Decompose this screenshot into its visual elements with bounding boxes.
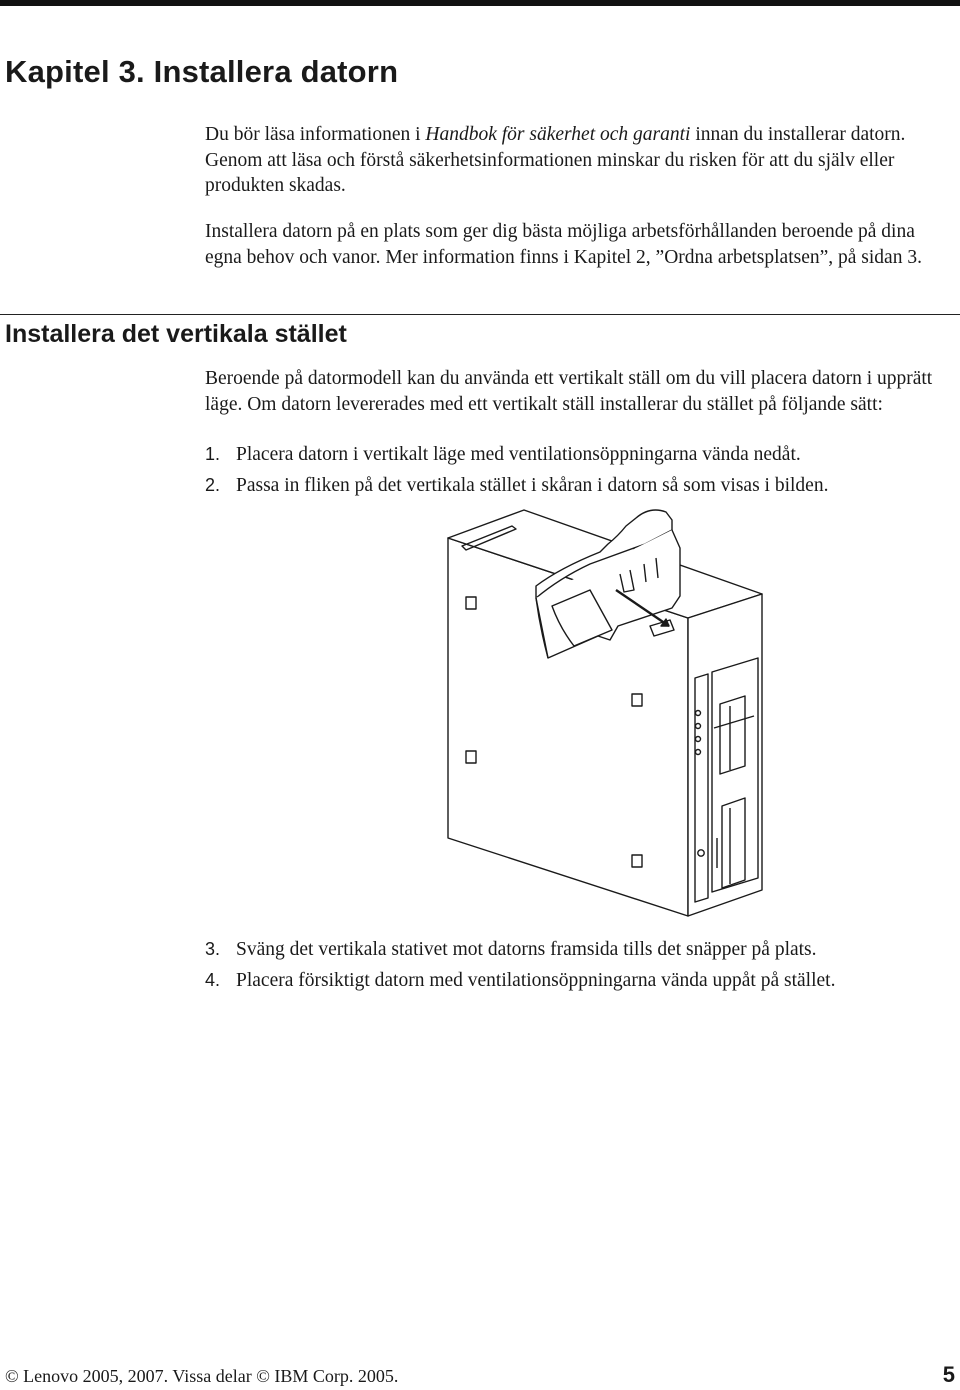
vertical-stand-illustration — [440, 508, 765, 923]
intro-paragraph-safety — [205, 122, 955, 199]
steps-list-first — [205, 442, 955, 504]
section-rule — [0, 314, 960, 315]
safety-handbook-title: Handbok för säkerhet och garanti — [425, 124, 691, 145]
page-footer — [5, 1362, 955, 1388]
step-item — [205, 937, 955, 968]
step-text: Passa in fliken på det vertikala stället i skåran i datorn så som visas i bilden. — [236, 475, 829, 496]
intro-text-after: innan du installerar datorn. Genom att läsa och förstå säkerhetsinformationen minskar du risken för att du själv eller produkten skadas. — [205, 124, 906, 196]
chapter-title: Kapitel 3. Installera datorn — [5, 54, 399, 89]
step-number: 3. — [205, 939, 221, 959]
step-text: Placera datorn i vertikalt läge med ventilationsöppningarna vända nedåt. — [236, 444, 801, 465]
step-text: Sväng det vertikala stativet mot datorns framsida tills det snäpper på plats. — [236, 939, 817, 960]
step-number: 4. — [205, 970, 221, 990]
step-item — [205, 442, 955, 473]
section-intro: Beroende på datormodell kan du använda ett vertikalt ställ om du vill placera datorn i upprätt läge. Om datorn levererades med ett vertikalt ställ installerar du stället på följande sätt: — [205, 368, 933, 415]
copyright-notice: © Lenovo 2005, 2007. Vissa delar © IBM Corp. 2005. — [5, 1366, 399, 1386]
intro-paragraph-workplace: Installera datorn på en plats som ger dig bästa möjliga arbetsförhållanden beroende på dina egna behov och vanor. Mer information finns i Kapitel 2, ”Ordna arbetsplatsen”, på sidan 3. — [205, 221, 922, 268]
step-item — [205, 473, 955, 504]
step-number: 2. — [205, 475, 221, 495]
step-text: Placera försiktigt datorn med ventilationsöppningarna vända uppåt på stället. — [236, 970, 836, 991]
intro-text-before: Du bör läsa informationen i — [205, 124, 426, 145]
step-number: 1. — [205, 444, 221, 464]
section-title: Installera det vertikala stället — [5, 320, 347, 348]
header-rule — [0, 0, 960, 6]
step-item — [205, 968, 955, 999]
page-number: 5 — [942, 1362, 955, 1387]
steps-list-second — [205, 937, 955, 999]
